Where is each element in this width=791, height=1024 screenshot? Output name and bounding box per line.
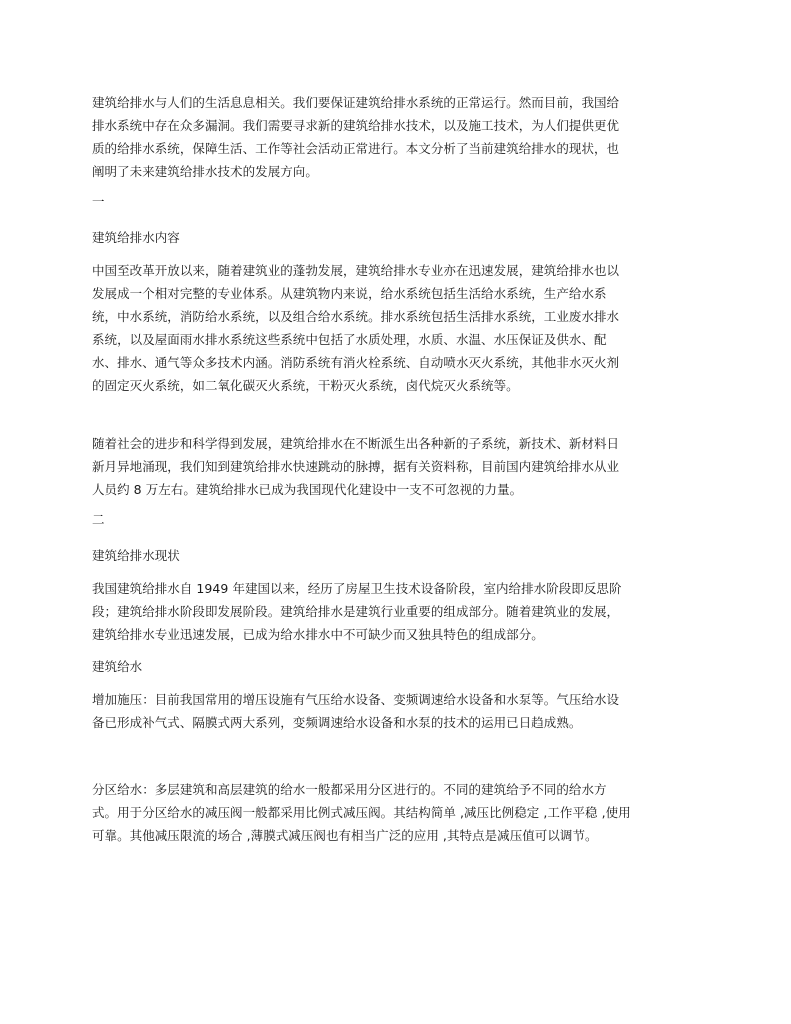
section-1-para-2-line-3: 人员约 8 万左右。建筑给排水已成为我国现代化建设中一支不可忽视的力量。: [92, 482, 523, 497]
section-2-para-1-line-3: 建筑给排水专业迅速发展，已成为给水排水中不可缺少而又独具特色的组成部分。: [92, 627, 544, 642]
section-1-heading: 建筑给排水内容: [92, 230, 180, 245]
section-2-para-3-line-2: 式。用于分区给水的减压阀一般都采用比例式减压阀。其结构简单 ,减压比例稳定 ,工作平稳 ,使用: [92, 805, 631, 820]
section-1-para-2-line-1: 随着社会的进步和科学得到发展，建筑给排水在不断派生出各种新的子系统，新技术、新材料日: [92, 436, 620, 451]
section-1-para-1-line-1: 中国至改革开放以来，随着建筑业的蓬勃发展，建筑给排水专业亦在迅速发展，建筑给排水也以: [92, 263, 620, 278]
intro-line-1: 建筑给排水与人们的生活息息相关。我们要保证建筑给排水系统的正常运行。然而目前，我国给: [92, 95, 620, 110]
section-1-para-2-line-2: 新月异地涌现，我们知到建筑给排水快速跳动的脉搏，据有关资料称，目前国内建筑给排水从业: [92, 459, 620, 474]
section-1-number: 一: [92, 194, 105, 209]
section-2-subheading: 建筑给水: [92, 659, 143, 674]
intro-line-3: 质的给排水系统，保障生活、工作等社会活动正常进行。本文分析了当前建筑给排水的现状，也: [92, 141, 620, 156]
section-2-para-3-line-1: 分区给水：多层建筑和高层建筑的给水一般都采用分区进行的。不同的建筑给予不同的给水方: [92, 782, 607, 797]
intro-line-2: 排水系统中存在众多漏洞。我们需要寻求新的建筑给排水技术，以及施工技术，为人们提供更优: [92, 118, 620, 133]
section-2-number: 二: [92, 512, 105, 527]
section-1-para-1-line-3: 统，中水系统，消防给水系统，以及组合给水系统。排水系统包括生活排水系统，工业废水排水: [92, 309, 620, 324]
section-2-para-2-line-1: 增加施压：目前我国常用的增压设施有气压给水设备、变频调速给水设备和水泵等。气压给水设: [92, 692, 620, 707]
section-2-para-1-line-2: 段；建筑给排水阶段即发展阶段。建筑给排水是建筑行业重要的组成部分。随着建筑业的发展，: [92, 604, 620, 619]
section-2-heading: 建筑给排水现状: [92, 548, 180, 563]
section-2-para-2-line-2: 备已形成补气式、隔膜式两大系列，变频调速给水设备和水泵的技术的运用已日趋成熟。: [92, 715, 582, 730]
section-1-para-1-line-2: 发展成一个相对完整的专业体系。从建筑物内来说，给水系统包括生活给水系统，生产给水系: [92, 286, 607, 301]
section-1-para-1-line-6: 的固定灭火系统，如二氧化碳灭火系统，干粉灭火系统，卤代烷灭火系统等。: [92, 378, 519, 393]
section-2-para-3-line-3: 可靠。其他减压限流的场合 ,薄膜式减压阀也有相当广泛的应用 ,其特点是减压值可以调节。: [92, 828, 598, 843]
section-2-para-1-line-1: 我国建筑给排水自 1949 年建国以来，经历了房屋卫生技术设备阶段，室内给排水阶段即反思阶: [92, 581, 622, 596]
section-1-para-1-line-4: 系统，以及屋面雨水排水系统这些系统中包括了水质处理，水质、水温、水压保证及供水、配: [92, 332, 607, 347]
intro-line-4: 阐明了未来建筑给排水技术的发展方向。: [92, 164, 318, 179]
section-1-para-1-line-5: 水、排水、通气等众多技术内涵。消防系统有消火栓系统、自动喷水灭火系统，其他非水灭火剂: [92, 355, 620, 370]
